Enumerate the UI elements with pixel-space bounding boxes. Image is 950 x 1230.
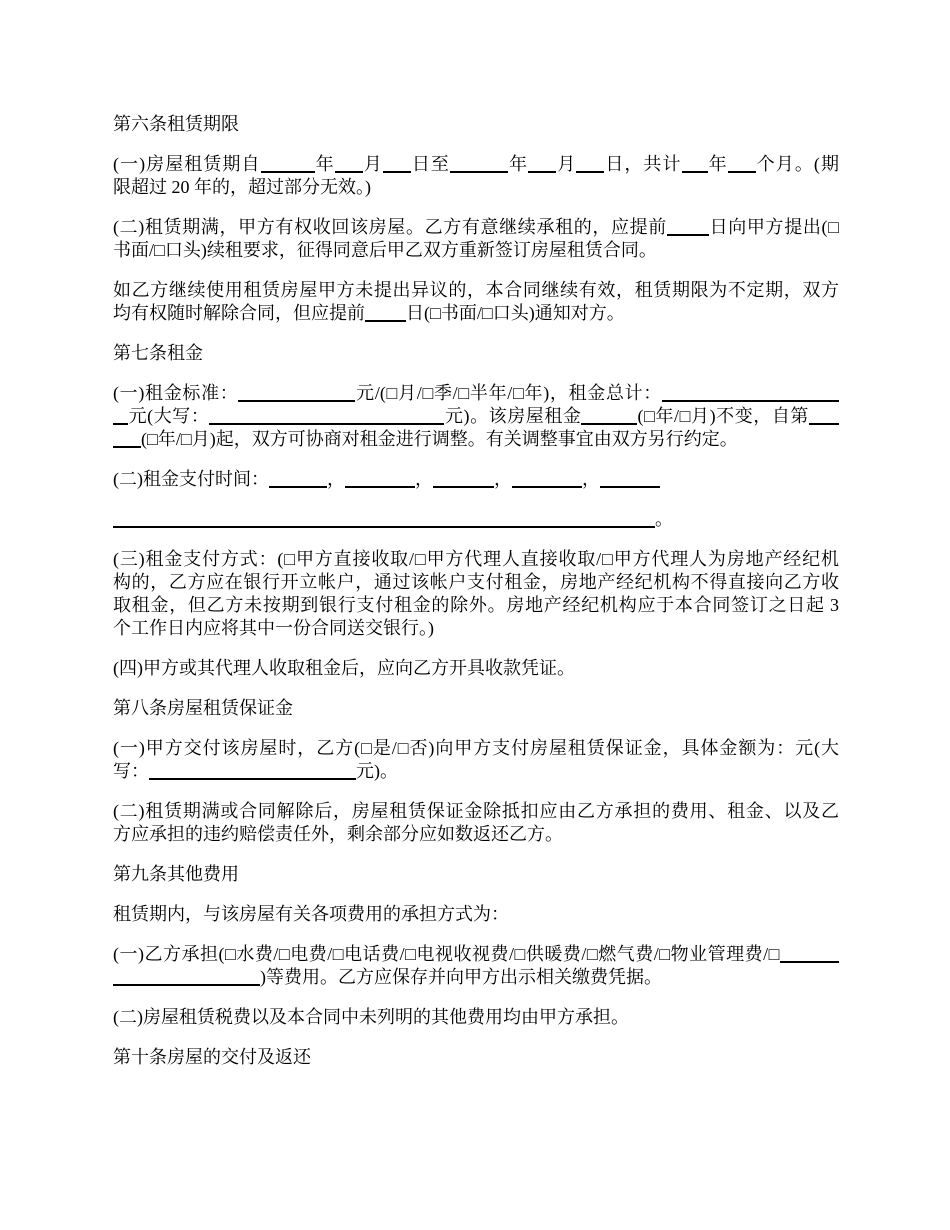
clause-text: 月 — [556, 154, 577, 174]
fill-in-blank — [383, 155, 411, 173]
clause-text: 年 — [314, 154, 335, 174]
clause-line — [113, 216, 839, 239]
clause-line: 限超过 20 年的，超过部分无效。) — [113, 177, 371, 197]
fill-in-blank — [209, 407, 444, 425]
clause-6-1 — [113, 153, 839, 199]
clause-text: 个月。(期 — [755, 154, 839, 174]
clause-line: 个工作日内应将其中一份合同送交银行。) — [113, 618, 434, 638]
clause-text: 元)。 — [356, 761, 398, 781]
clause-line: (一)甲方交付该房屋时，乙方(□是/□否)向甲方支付房屋租赁保证金，具体金额为：元(大 — [113, 738, 839, 758]
clause-text: (二)租金支付时间： — [113, 469, 269, 489]
article-8-heading: 第八条房屋租赁保证金 — [113, 698, 293, 718]
fill-in-blank — [269, 470, 327, 488]
clause-line — [113, 405, 839, 428]
fill-in-blank — [335, 155, 363, 173]
fill-in-blank — [433, 470, 494, 488]
clause-7-4: (四)甲方或其代理人收取租金后，应向乙方开具收款凭证。 — [113, 658, 575, 678]
fill-in-blank — [667, 218, 709, 236]
clause-text: 均有权随时解除合同，但应提前 — [113, 303, 365, 323]
clause-line: 方应承担的违约赔偿责任外，剩余部分应如数返还乙方。 — [113, 824, 563, 844]
article-6-heading: 第六条租赁期限 — [113, 114, 239, 134]
clause-text: 月 — [362, 154, 383, 174]
clause-text: (一)租金标准： — [113, 383, 239, 403]
clause-text: 写： — [113, 761, 149, 781]
fill-in-blank — [450, 155, 508, 173]
clause-text: )等费用。乙方应保存并向甲方出示相关缴费凭据。 — [260, 967, 662, 987]
article-7-heading: 第七条租金 — [113, 343, 203, 363]
clause-line — [113, 428, 839, 451]
fill-in-blank — [113, 510, 655, 528]
clause-text: 年 — [508, 154, 529, 174]
clause-text: (二)租赁期满，甲方有权收回该房屋。乙方有意继续承租的，应提前 — [113, 217, 667, 237]
clause-text: 日向甲方提出(□ — [708, 217, 839, 237]
clause-text: ， — [582, 469, 600, 489]
fill-in-blank — [345, 470, 415, 488]
clause-line — [113, 468, 839, 491]
clause-line: (二)租赁期满或合同解除后，房屋租赁保证金除抵扣应由乙方承担的费用、租金、以及乙 — [113, 801, 839, 821]
article-9-heading: 第九条其他费用 — [113, 864, 239, 884]
fill-in-blank — [113, 968, 260, 986]
fill-in-blank — [528, 155, 556, 173]
clause-line: (三)租金支付方式：(□甲方直接收取/□甲方代理人直接收取/□甲方代理人为房地产经纪机 — [113, 549, 839, 569]
fill-in-blank — [600, 470, 660, 488]
clause-text: ， — [494, 469, 512, 489]
clause-line: 如乙方继续使用租赁房屋甲方未提出异议的，本合同继续有效，租赁期限为不定期，双方 — [113, 280, 839, 300]
clause-line — [113, 153, 839, 176]
clause-line — [113, 966, 839, 989]
clause-text: ， — [327, 469, 345, 489]
clause-7-2-continuation — [113, 508, 839, 531]
fill-in-blank — [113, 430, 141, 448]
clause-text: 年 — [707, 154, 728, 174]
clause-text: (□年/□月)起，双方可协商对租金进行调整。有关调整事宜由双方另行约定。 — [141, 429, 738, 449]
clause-line — [113, 760, 839, 783]
clause-7-2 — [113, 468, 839, 491]
clause-line: 构的，乙方应在银行开立帐户，通过该帐户支付租金，房地产经纪机构不得直接向乙方收 — [113, 572, 839, 592]
fill-in-blank — [238, 384, 355, 402]
clause-text: (□年/□月)不变，自第 — [637, 406, 810, 426]
clause-text: 日，共计 — [604, 154, 682, 174]
clause-9-2: (二)房屋租赁税费以及本合同中未列明的其他费用均由甲方承担。 — [113, 1007, 629, 1027]
fill-in-blank — [149, 762, 356, 780]
clause-line — [113, 508, 839, 531]
fill-in-blank — [809, 407, 839, 425]
clause-text: 元)。该房屋租金 — [444, 406, 582, 426]
clause-line: 取租金，但乙方未按期到银行支付租金的除外。房地产经纪机构应于本合同签订之日起 3 — [113, 595, 839, 615]
clause-line — [113, 943, 839, 966]
clause-text: (一)乙方承担(□水费/□电费/□电话费/□电视收视费/□供暖费/□燃气费/□物业管理费/□ — [113, 944, 780, 964]
clause-8-1 — [113, 737, 839, 783]
contract-document — [113, 113, 839, 1086]
clause-line — [113, 302, 839, 325]
clause-text: 日至 — [410, 154, 450, 174]
clause-9-1 — [113, 943, 839, 989]
clause-6-2 — [113, 216, 839, 262]
fill-in-blank — [576, 155, 604, 173]
fill-in-blank — [113, 407, 128, 425]
clause-text: 元(大写： — [128, 406, 210, 426]
fill-in-blank — [682, 155, 708, 173]
clause-text: ， — [415, 469, 433, 489]
clause-text: 。 — [655, 509, 673, 529]
clause-line: 书面/□口头)续租要求，征得同意后甲乙双方重新签订房屋租赁合同。 — [113, 240, 657, 260]
clause-line — [113, 382, 839, 405]
clause-text: (一)房屋租赁期自 — [113, 154, 261, 174]
article-10-heading: 第十条房屋的交付及返还 — [113, 1047, 311, 1067]
clause-text: 日(□书面/□口头)通知对方。 — [406, 303, 625, 323]
fill-in-blank — [365, 304, 406, 322]
clause-8-2 — [113, 800, 839, 846]
fill-in-blank — [581, 407, 637, 425]
fill-in-blank — [662, 384, 839, 402]
clause-9-intro: 租赁期内，与该房屋有关各项费用的承担方式为： — [113, 904, 509, 924]
fill-in-blank — [728, 155, 756, 173]
fill-in-blank — [512, 470, 582, 488]
fill-in-blank — [261, 155, 315, 173]
clause-6-continuation — [113, 279, 839, 325]
clause-text: 元/(□月/□季/□半年/□年)，租金总计： — [355, 383, 662, 403]
fill-in-blank — [780, 945, 839, 963]
clause-7-3 — [113, 548, 839, 640]
clause-7-1 — [113, 382, 839, 451]
